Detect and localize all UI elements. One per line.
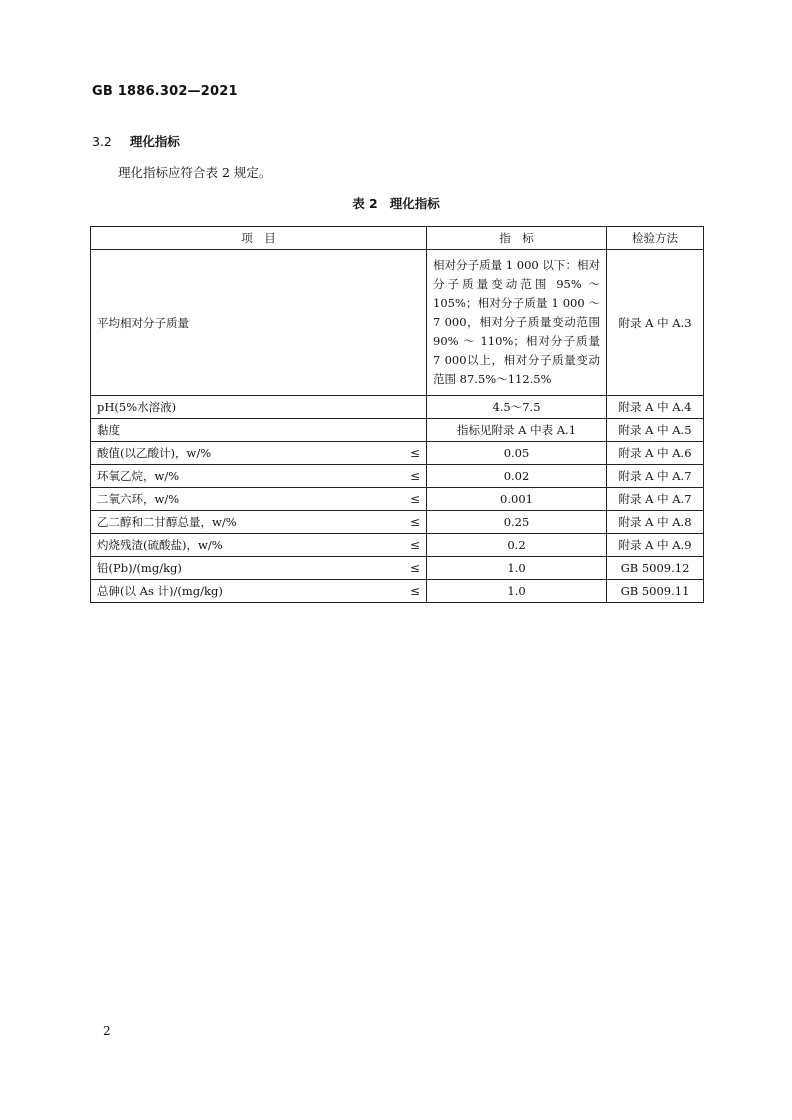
table-header-row — [91, 227, 704, 250]
header-item: 项 目 — [91, 227, 427, 250]
table-row — [91, 488, 704, 511]
header-value: 指 标 — [427, 227, 607, 250]
row-method: 附录 A 中 A.3 — [607, 250, 704, 396]
item-label: 黏度 — [97, 423, 120, 437]
section-number: 3.2 — [92, 134, 112, 149]
row-item — [91, 580, 427, 603]
row-method: GB 5009.12 — [607, 557, 704, 580]
table-title: 理化指标 — [389, 196, 440, 211]
row-method: GB 5009.11 — [607, 580, 704, 603]
row-method: 附录 A 中 A.5 — [607, 419, 704, 442]
row-value: 0.2 — [427, 534, 607, 557]
table-row — [91, 419, 704, 442]
row-value: 0.02 — [427, 465, 607, 488]
row-item — [91, 488, 427, 511]
row-method: 附录 A 中 A.9 — [607, 534, 704, 557]
table-row — [91, 250, 704, 396]
table-row — [91, 442, 704, 465]
section-title: 理化指标 — [129, 134, 180, 149]
row-item — [91, 511, 427, 534]
table-caption — [0, 194, 792, 212]
row-method: 附录 A 中 A.7 — [607, 465, 704, 488]
row-value: 4.5～7.5 — [427, 396, 607, 419]
row-method: 附录 A 中 A.4 — [607, 396, 704, 419]
le-symbol: ≤ — [409, 538, 420, 552]
row-value: 0.25 — [427, 511, 607, 534]
row-item — [91, 534, 427, 557]
row-method: 附录 A 中 A.6 — [607, 442, 704, 465]
page-number: 2 — [103, 1024, 111, 1038]
item-label: 酸值(以乙酸计)，w/% — [97, 446, 212, 460]
row-value: 0.05 — [427, 442, 607, 465]
row-value: 1.0 — [427, 557, 607, 580]
row-item — [91, 442, 427, 465]
le-symbol: ≤ — [409, 446, 420, 460]
table-row — [91, 511, 704, 534]
le-symbol: ≤ — [409, 561, 420, 575]
le-symbol: ≤ — [409, 515, 420, 529]
item-label: 总砷(以 As 计)/(mg/kg) — [97, 584, 223, 598]
table-label: 表 2 — [352, 196, 378, 211]
row-value: 指标见附录 A 中表 A.1 — [427, 419, 607, 442]
row-item — [91, 557, 427, 580]
section-heading — [92, 132, 180, 150]
document-header: GB 1886.302—2021 — [92, 84, 238, 99]
row-method: 附录 A 中 A.7 — [607, 488, 704, 511]
table-row — [91, 557, 704, 580]
row-method: 附录 A 中 A.8 — [607, 511, 704, 534]
row-value: 1.0 — [427, 580, 607, 603]
item-label: 二氧六环，w/% — [97, 492, 180, 506]
le-symbol: ≤ — [409, 492, 420, 506]
row-value: 0.001 — [427, 488, 607, 511]
item-label: 平均相对分子质量 — [97, 315, 189, 330]
row-item — [91, 250, 427, 396]
le-symbol: ≤ — [409, 469, 420, 483]
item-label: pH(5%水溶液) — [97, 400, 177, 414]
body-paragraph: 理化指标应符合表 2 规定。 — [118, 165, 272, 180]
row-item — [91, 465, 427, 488]
item-label: 环氧乙烷，w/% — [97, 469, 180, 483]
le-symbol: ≤ — [409, 584, 420, 598]
spec-table — [90, 226, 704, 603]
table-row — [91, 465, 704, 488]
table-row — [91, 580, 704, 603]
row-item — [91, 396, 427, 419]
item-label: 乙二醇和二甘醇总量，w/% — [97, 515, 237, 529]
row-item — [91, 419, 427, 442]
table-row — [91, 396, 704, 419]
item-label: 铅(Pb)/(mg/kg) — [97, 561, 182, 575]
item-label: 灼烧残渣(硫酸盐)，w/% — [97, 538, 223, 552]
header-method: 检验方法 — [607, 227, 704, 250]
row-value: 相对分子质量 1 000 以下：相对分子质量变动范围 95% ～ 105%；相对分子质量 1 000 ～ 7 000，相对分子质量变动范围 90% ～ 110%；相对分子质量 7 000以上，相对分子质量变动范围 87.5%～112.5% — [427, 250, 607, 396]
table-row — [91, 534, 704, 557]
